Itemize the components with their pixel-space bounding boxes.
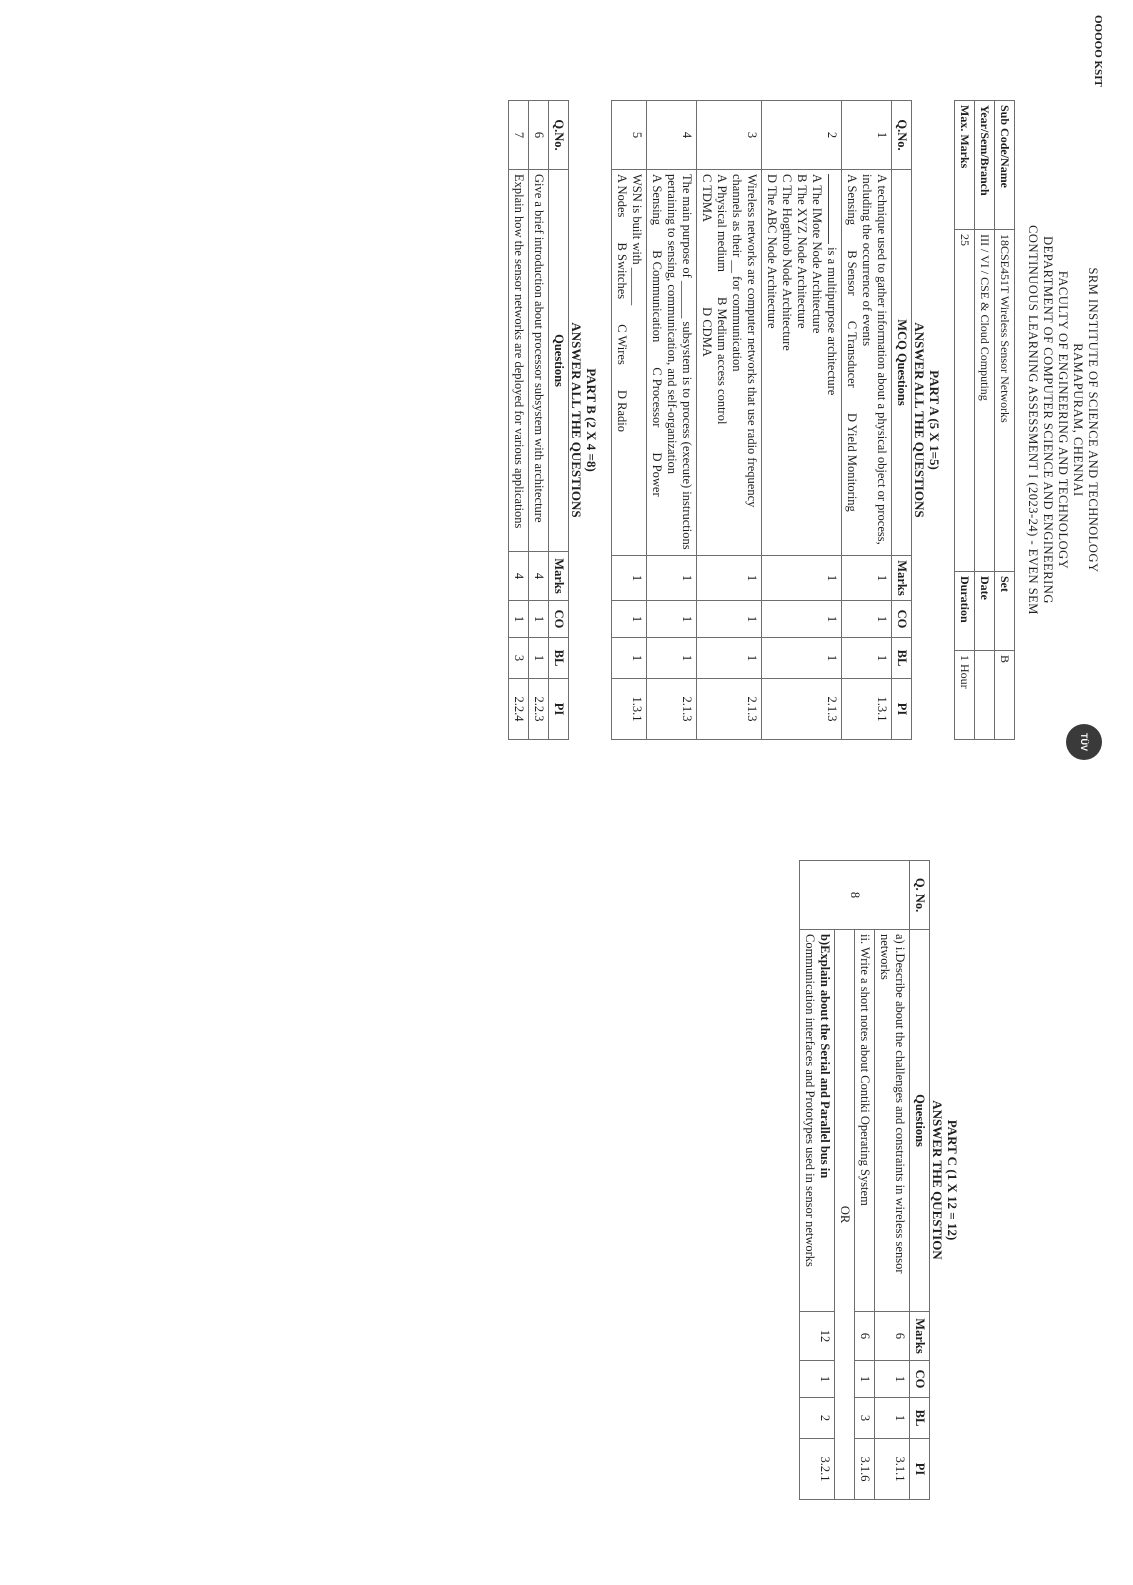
marks-cell: 1 (647, 556, 697, 601)
marks-cell: 6 (855, 1312, 875, 1361)
part-c-co-header: CO (910, 1361, 930, 1398)
question-number: 1 (842, 101, 892, 170)
question-number: 5 (612, 101, 647, 170)
sub-code-value: 18CSE451T Wireless Sensor Networks (995, 230, 1015, 572)
question-cell (647, 170, 697, 556)
sub-code-label: Sub Code/Name (995, 101, 1015, 230)
or-separator: OR (835, 930, 855, 1500)
option-c: C The Hogthrob Node Architecture (780, 174, 794, 351)
marks-cell: 12 (800, 1312, 835, 1361)
co-cell: 1 (647, 601, 697, 638)
part-b-question-header: Questions (549, 170, 569, 552)
exam-info-table (954, 100, 1015, 740)
table-row (612, 101, 647, 740)
part-a-qno-header: Q.No. (892, 101, 912, 170)
question-text: Give a brief introduction about processor subsystem with architecture (529, 170, 549, 552)
question-cell (612, 170, 647, 556)
year-value: III / VI / CSE & Cloud Computing (975, 230, 995, 572)
set-value: B (995, 651, 1015, 740)
bl-cell: 3 (509, 638, 529, 679)
co-cell: 1 (875, 1361, 910, 1398)
question-options (699, 174, 714, 551)
date-value (975, 651, 995, 740)
co-cell: 1 (529, 601, 549, 638)
max-marks-value: 25 (955, 230, 975, 572)
part-b-co-header: CO (549, 601, 569, 638)
option-c: C Wires (615, 324, 629, 365)
part-a-co-header: CO (892, 601, 912, 638)
pi-cell: 2.1.3 (647, 679, 697, 740)
co-cell: 1 (800, 1361, 835, 1398)
bl-cell: 1 (529, 638, 549, 679)
question-text: The main purpose of ______ subsystem is to process (execute) instructions pertaining to sensing, communication, and self-organization (665, 174, 694, 550)
part-c-question-header: Questions (910, 930, 930, 1312)
part-c-title: PART C (1 X 12 = 12) (945, 1119, 960, 1241)
option-c: C Processor (650, 367, 664, 428)
pi-cell: 3.1.6 (855, 1439, 875, 1500)
option-d: D Power (650, 452, 664, 497)
part-a-title: PART A (5 X 1=5) (927, 370, 942, 470)
co-cell: 1 (762, 601, 842, 638)
co-cell: 1 (509, 601, 529, 638)
option-b: B Sensor (845, 250, 859, 296)
part-c-marks-header: Marks (910, 1312, 930, 1361)
year-label: Year/Sem/Branch (975, 101, 995, 230)
part-b-title: PART B (2 X 4 =8) (584, 368, 599, 472)
part-b-pi-header: PI (549, 679, 569, 740)
question-options (614, 174, 629, 551)
pi-cell: 2.1.3 (762, 679, 842, 740)
part-c-subtitle: ANSWER THE QUESTION (930, 1100, 945, 1260)
part-a-question-header: MCQ Questions (892, 170, 912, 556)
question-text: a) i.Describe about the challenges and constraints in wireless sensor networks (875, 930, 910, 1312)
question-options (714, 174, 729, 551)
part-b-bl-header: BL (549, 638, 569, 679)
question-text: ii. Write a short notes about Contiki Operating System (855, 930, 875, 1312)
question-cell (697, 170, 762, 556)
co-cell: 1 (842, 601, 892, 638)
question-options (649, 174, 664, 551)
date-label: Date (975, 572, 995, 651)
answer-blank (828, 174, 829, 244)
pi-cell: 3.2.1 (800, 1439, 835, 1500)
table-row (697, 101, 762, 740)
option-d: D Radio (615, 389, 629, 432)
bl-cell: 1 (697, 638, 762, 679)
question-cell (800, 930, 835, 1312)
option-a: A Nodes (615, 174, 629, 218)
part-c-table (799, 860, 930, 1500)
assessment-title: CONTINUOUS LEARNING ASSESSMENT I (2023-24) - EVEN SEM (1026, 225, 1040, 615)
bl-cell: 1 (762, 638, 842, 679)
option-b: B The XYZ Node Architecture (795, 174, 809, 329)
question-number: 8 (800, 861, 910, 930)
table-row (800, 861, 835, 1500)
question-cell (842, 170, 892, 556)
marks-cell: 1 (842, 556, 892, 601)
tuv-certification-logo: TÜV (1066, 724, 1102, 760)
institute-name: SRM INSTITUTE OF SCIENCE AND TECHNOLOGY (1086, 267, 1100, 573)
marks-cell: 1 (612, 556, 647, 601)
department-name: DEPARTMENT OF COMPUTER SCIENCE AND ENGINEERING (1041, 236, 1055, 604)
bl-cell: 1 (842, 638, 892, 679)
campus-name: RAMAPURAM, CHENNAI (1071, 343, 1085, 497)
question-number: 2 (762, 101, 842, 170)
table-row (529, 101, 549, 740)
question-number: 4 (647, 101, 697, 170)
table-row (762, 101, 842, 740)
pi-cell: 2.1.3 (697, 679, 762, 740)
pi-cell: 3.1.1 (875, 1439, 910, 1500)
option-d: D The ABC Node Architecture (765, 174, 779, 329)
table-row (842, 101, 892, 740)
option-a: A The IMote Node Architecture (810, 174, 824, 334)
marks-cell: 6 (875, 1312, 910, 1361)
institution-header (1025, 15, 1104, 751)
max-marks-label: Max. Marks (955, 101, 975, 230)
option-a: A Physical medium (715, 174, 729, 272)
option-a: A Sensing (650, 174, 664, 226)
part-c-bl-header: BL (910, 1398, 930, 1439)
marks-cell: 4 (529, 552, 549, 601)
option-d: D CDMA (700, 307, 714, 357)
srm-logo: OOOOO KSIT (1092, 15, 1104, 87)
bl-cell: 2 (800, 1398, 835, 1439)
marks-cell: 1 (762, 556, 842, 601)
question-number: 3 (697, 101, 762, 170)
table-row (855, 861, 875, 1500)
co-cell: 1 (697, 601, 762, 638)
option-c: C Transducer (845, 320, 859, 388)
table-row (509, 101, 529, 740)
bl-cell: 1 (647, 638, 697, 679)
table-row (875, 861, 910, 1500)
question-text: WSN is built with ______ (630, 174, 644, 306)
option-b: B Switches (615, 242, 629, 300)
table-row (647, 101, 697, 740)
question-text: Explain how the sensor networks are deployed for various applications (509, 170, 529, 552)
part-a-heading (912, 100, 942, 740)
question-number: 6 (529, 101, 549, 170)
exam-page-2 (799, 860, 960, 1500)
faculty-name: FACULTY OF ENGINEERING AND TECHNOLOGY (1056, 270, 1070, 570)
pi-cell: 1.3.1 (842, 679, 892, 740)
part-b-table (508, 100, 569, 740)
exam-page-1 (508, 15, 1104, 751)
part-b-marks-header: Marks (549, 552, 569, 601)
pi-cell: 2.2.3 (529, 679, 549, 740)
question-text: A technique used to gather information about a physical object or process, including the occurrence of events (860, 174, 889, 545)
part-a-marks-header: Marks (892, 556, 912, 601)
option-b: B Medium access control (715, 297, 729, 425)
option-b: B Communication (650, 250, 664, 343)
part-a-pi-header: PI (892, 679, 912, 740)
part-a-table (611, 100, 912, 740)
marks-cell: 4 (509, 552, 529, 601)
part-b-qno-header: Q.No. (549, 101, 569, 170)
question-text: Wireless networks are computer networks that use radio frequency channels as their __ for communication (730, 174, 759, 508)
part-a-subtitle: ANSWER ALL THE QUESTIONS (912, 322, 927, 518)
option-d: D Yield Monitoring (845, 412, 859, 512)
co-cell: 1 (612, 601, 647, 638)
part-a-bl-header: BL (892, 638, 912, 679)
option-c: C TDMA (700, 174, 714, 223)
part-b-subtitle: ANSWER ALL THE QUESTIONS (569, 322, 584, 518)
bl-cell: 1 (875, 1398, 910, 1439)
part-c-qno-header: Q. No. (910, 861, 930, 930)
part-b-heading (569, 100, 599, 740)
marks-cell: 1 (697, 556, 762, 601)
pi-cell: 1.3.1 (612, 679, 647, 740)
co-cell: 1 (855, 1361, 875, 1398)
set-label: Set (995, 572, 1015, 651)
table-row (835, 861, 855, 1500)
pi-cell: 2.2.4 (509, 679, 529, 740)
question-options (844, 174, 859, 551)
bl-cell: 1 (612, 638, 647, 679)
duration-label: Duration (955, 572, 975, 651)
question-number: 7 (509, 101, 529, 170)
question-cell (762, 170, 842, 556)
question-b-title: b)Explain about the Serial and Parallel bus in (818, 934, 832, 1179)
option-a: A Sensing (845, 174, 859, 226)
bl-cell: 3 (855, 1398, 875, 1439)
part-c-heading (930, 860, 960, 1500)
question-text: is a multipurpose architecture (825, 247, 839, 396)
part-c-pi-header: PI (910, 1439, 930, 1500)
duration-value: 1 Hour (955, 651, 975, 740)
question-b-text: Communication interfaces and Prototypes used in sensor networks (803, 934, 817, 1267)
